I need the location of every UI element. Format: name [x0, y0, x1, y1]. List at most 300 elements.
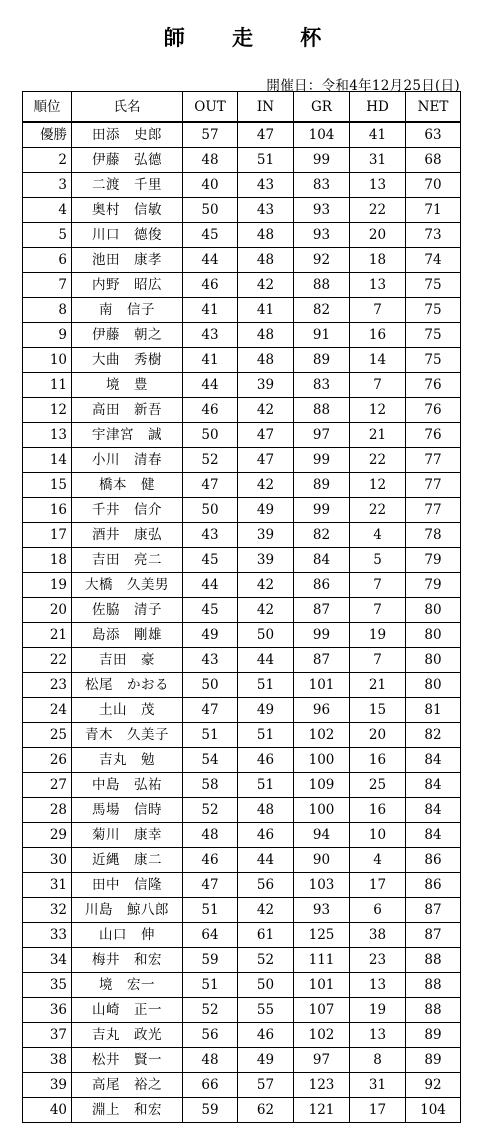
table-row: [23, 698, 461, 723]
table-row: [23, 998, 461, 1023]
cell-rank: 7: [23, 273, 72, 298]
cell-in: 44: [238, 848, 294, 873]
cell-handicap: 12: [350, 473, 406, 498]
cell-name: 松尾 かおる: [72, 673, 183, 698]
cell-in: 50: [238, 973, 294, 998]
table-row: [23, 1023, 461, 1048]
cell-net: 88: [406, 998, 461, 1023]
cell-name: 田中 信隆: [72, 873, 183, 898]
cell-handicap: 16: [350, 323, 406, 348]
cell-rank: 13: [23, 423, 72, 448]
cell-handicap: 7: [350, 373, 406, 398]
cell-rank: 30: [23, 848, 72, 873]
table-row: [23, 823, 461, 848]
cell-net: 89: [406, 1023, 461, 1048]
cell-out: 50: [183, 498, 238, 523]
cell-net: 84: [406, 748, 461, 773]
cell-name: 高田 新吾: [72, 398, 183, 423]
table-row: [23, 448, 461, 473]
cell-net: 82: [406, 723, 461, 748]
cell-gross: 93: [294, 198, 350, 223]
cell-name: 池田 康孝: [72, 248, 183, 273]
cell-net: 76: [406, 423, 461, 448]
table-row: [23, 1048, 461, 1073]
cell-net: 80: [406, 623, 461, 648]
cell-rank: 33: [23, 923, 72, 948]
cell-name: 川口 德俊: [72, 223, 183, 248]
cell-in: 42: [238, 898, 294, 923]
table-row: [23, 1073, 461, 1098]
cell-net: 104: [406, 1098, 461, 1123]
table-row: [23, 673, 461, 698]
cell-handicap: 12: [350, 398, 406, 423]
cell-out: 40: [183, 173, 238, 198]
cell-out: 44: [183, 248, 238, 273]
cell-name: 菊川 康幸: [72, 823, 183, 848]
cell-handicap: 16: [350, 798, 406, 823]
cell-net: 84: [406, 773, 461, 798]
cell-net: 87: [406, 923, 461, 948]
cell-out: 52: [183, 798, 238, 823]
cell-name: 梅井 和宏: [72, 948, 183, 973]
cell-net: 74: [406, 248, 461, 273]
cell-name: 南 信子: [72, 298, 183, 323]
table-row: [23, 598, 461, 623]
cell-rank: 26: [23, 748, 72, 773]
cell-net: 78: [406, 523, 461, 548]
table-row: [23, 148, 461, 173]
cell-out: 51: [183, 723, 238, 748]
cell-handicap: 7: [350, 648, 406, 673]
cell-net: 89: [406, 1048, 461, 1073]
cell-rank: 5: [23, 223, 72, 248]
cell-in: 48: [238, 798, 294, 823]
cell-net: 63: [406, 122, 461, 148]
cell-in: 52: [238, 948, 294, 973]
cell-name: 吉丸 勉: [72, 748, 183, 773]
cell-gross: 101: [294, 973, 350, 998]
cell-net: 86: [406, 873, 461, 898]
event-date: 開催日：令和4年12月25日(日): [266, 78, 460, 94]
cell-net: 79: [406, 548, 461, 573]
cell-name: 二渡 千里: [72, 173, 183, 198]
cell-gross: 88: [294, 273, 350, 298]
cell-rank: 35: [23, 973, 72, 998]
cell-out: 50: [183, 673, 238, 698]
header-out: OUT: [183, 92, 238, 123]
cell-gross: 82: [294, 298, 350, 323]
table-row: [23, 848, 461, 873]
cell-in: 49: [238, 698, 294, 723]
cell-name: 境 豊: [72, 373, 183, 398]
cell-out: 47: [183, 873, 238, 898]
cell-name: 吉田 亮二: [72, 548, 183, 573]
cell-in: 48: [238, 223, 294, 248]
cell-in: 43: [238, 173, 294, 198]
cell-out: 48: [183, 148, 238, 173]
cell-gross: 92: [294, 248, 350, 273]
header-handicap: HD: [350, 92, 406, 123]
cell-out: 45: [183, 223, 238, 248]
cell-out: 43: [183, 523, 238, 548]
cell-gross: 82: [294, 523, 350, 548]
cell-in: 42: [238, 598, 294, 623]
cell-out: 41: [183, 298, 238, 323]
cell-net: 80: [406, 598, 461, 623]
header-row: [23, 92, 461, 123]
cell-rank: 37: [23, 1023, 72, 1048]
cell-net: 70: [406, 173, 461, 198]
cell-handicap: 6: [350, 898, 406, 923]
cell-gross: 96: [294, 698, 350, 723]
cell-handicap: 19: [350, 623, 406, 648]
results-table: [22, 91, 461, 1123]
cell-gross: 93: [294, 898, 350, 923]
cell-handicap: 4: [350, 848, 406, 873]
header-gross: GR: [294, 92, 350, 123]
cell-rank: 8: [23, 298, 72, 323]
cell-handicap: 31: [350, 1073, 406, 1098]
cell-net: 68: [406, 148, 461, 173]
cell-net: 77: [406, 448, 461, 473]
table-row: [23, 423, 461, 448]
cell-gross: 103: [294, 873, 350, 898]
cell-rank: 22: [23, 648, 72, 673]
cell-name: 土山 茂: [72, 698, 183, 723]
cell-in: 51: [238, 148, 294, 173]
cell-out: 41: [183, 348, 238, 373]
cell-name: 小川 清春: [72, 448, 183, 473]
table-row: [23, 373, 461, 398]
cell-net: 75: [406, 298, 461, 323]
cell-net: 88: [406, 973, 461, 998]
cell-in: 55: [238, 998, 294, 1023]
table-row: [23, 398, 461, 423]
cell-gross: 83: [294, 173, 350, 198]
cell-rank: 14: [23, 448, 72, 473]
cell-gross: 89: [294, 348, 350, 373]
cell-net: 73: [406, 223, 461, 248]
cell-gross: 111: [294, 948, 350, 973]
cell-gross: 102: [294, 723, 350, 748]
cell-handicap: 19: [350, 998, 406, 1023]
cell-out: 48: [183, 823, 238, 848]
cell-out: 43: [183, 323, 238, 348]
cell-name: 川島 鯨八郎: [72, 898, 183, 923]
cell-name: 宇津宮 誠: [72, 423, 183, 448]
table-row: [23, 573, 461, 598]
table-row: [23, 623, 461, 648]
cell-net: 76: [406, 373, 461, 398]
cell-out: 45: [183, 548, 238, 573]
cell-net: 88: [406, 948, 461, 973]
cell-rank: 21: [23, 623, 72, 648]
cell-out: 66: [183, 1073, 238, 1098]
cell-gross: 99: [294, 623, 350, 648]
cell-out: 46: [183, 398, 238, 423]
cell-name: 佐脇 清子: [72, 598, 183, 623]
cell-name: 内野 昭広: [72, 273, 183, 298]
cell-name: 伊藤 弘德: [72, 148, 183, 173]
cell-name: 吉田 豪: [72, 648, 183, 673]
cell-handicap: 25: [350, 773, 406, 798]
cell-in: 47: [238, 448, 294, 473]
cell-gross: 104: [294, 122, 350, 148]
header-in: IN: [238, 92, 294, 123]
cell-name: 馬場 信時: [72, 798, 183, 823]
cell-net: 87: [406, 898, 461, 923]
cell-gross: 84: [294, 548, 350, 573]
cell-gross: 107: [294, 998, 350, 1023]
cell-out: 51: [183, 973, 238, 998]
cell-in: 41: [238, 298, 294, 323]
cell-out: 43: [183, 648, 238, 673]
cell-in: 61: [238, 923, 294, 948]
cell-handicap: 7: [350, 598, 406, 623]
cell-rank: 31: [23, 873, 72, 898]
cell-rank: 19: [23, 573, 72, 598]
table-row: [23, 248, 461, 273]
table-row: [23, 298, 461, 323]
cell-net: 86: [406, 848, 461, 873]
page-title: 師 走 杯: [163, 25, 342, 50]
cell-in: 48: [238, 248, 294, 273]
table-row: [23, 898, 461, 923]
cell-net: 80: [406, 673, 461, 698]
cell-net: 84: [406, 823, 461, 848]
cell-in: 50: [238, 623, 294, 648]
cell-handicap: 22: [350, 198, 406, 223]
cell-net: 75: [406, 348, 461, 373]
cell-handicap: 31: [350, 148, 406, 173]
cell-handicap: 7: [350, 298, 406, 323]
cell-rank: 10: [23, 348, 72, 373]
cell-name: 青木 久美子: [72, 723, 183, 748]
cell-handicap: 7: [350, 573, 406, 598]
cell-rank: 20: [23, 598, 72, 623]
cell-out: 46: [183, 273, 238, 298]
cell-in: 49: [238, 1048, 294, 1073]
table-row: [23, 948, 461, 973]
cell-in: 46: [238, 823, 294, 848]
header-net: NET: [406, 92, 461, 123]
cell-handicap: 21: [350, 673, 406, 698]
cell-in: 42: [238, 573, 294, 598]
cell-out: 50: [183, 198, 238, 223]
cell-out: 54: [183, 748, 238, 773]
table-row: [23, 1098, 461, 1123]
cell-net: 77: [406, 498, 461, 523]
header-name: 氏名: [72, 92, 183, 123]
cell-net: 75: [406, 323, 461, 348]
table-row: [23, 773, 461, 798]
cell-rank: 12: [23, 398, 72, 423]
cell-rank: 9: [23, 323, 72, 348]
cell-gross: 109: [294, 773, 350, 798]
cell-rank: 24: [23, 698, 72, 723]
cell-name: 山口 伸: [72, 923, 183, 948]
cell-net: 71: [406, 198, 461, 223]
cell-out: 51: [183, 898, 238, 923]
cell-handicap: 20: [350, 723, 406, 748]
cell-in: 48: [238, 348, 294, 373]
cell-out: 59: [183, 948, 238, 973]
cell-rank: 2: [23, 148, 72, 173]
cell-handicap: 21: [350, 423, 406, 448]
cell-net: 77: [406, 473, 461, 498]
cell-gross: 94: [294, 823, 350, 848]
cell-rank: 25: [23, 723, 72, 748]
cell-in: 49: [238, 498, 294, 523]
cell-out: 45: [183, 598, 238, 623]
table-row: [23, 748, 461, 773]
cell-name: 酒井 康弘: [72, 523, 183, 548]
cell-handicap: 15: [350, 698, 406, 723]
cell-out: 50: [183, 423, 238, 448]
cell-in: 47: [238, 122, 294, 148]
cell-name: 奥村 信敏: [72, 198, 183, 223]
cell-rank: 17: [23, 523, 72, 548]
cell-net: 75: [406, 273, 461, 298]
table-row: [23, 798, 461, 823]
cell-handicap: 10: [350, 823, 406, 848]
cell-rank: 23: [23, 673, 72, 698]
cell-in: 46: [238, 748, 294, 773]
cell-out: 59: [183, 1098, 238, 1123]
cell-in: 62: [238, 1098, 294, 1123]
cell-gross: 97: [294, 1048, 350, 1073]
table-row: [23, 173, 461, 198]
cell-out: 52: [183, 998, 238, 1023]
table-row: [23, 723, 461, 748]
cell-handicap: 18: [350, 248, 406, 273]
cell-in: 51: [238, 773, 294, 798]
cell-in: 57: [238, 1073, 294, 1098]
cell-rank: 6: [23, 248, 72, 273]
cell-handicap: 5: [350, 548, 406, 573]
cell-gross: 125: [294, 923, 350, 948]
cell-rank: 32: [23, 898, 72, 923]
cell-gross: 87: [294, 598, 350, 623]
cell-gross: 91: [294, 323, 350, 348]
cell-in: 42: [238, 273, 294, 298]
cell-rank: 優勝: [23, 122, 72, 148]
cell-rank: 11: [23, 373, 72, 398]
cell-net: 84: [406, 798, 461, 823]
cell-in: 48: [238, 323, 294, 348]
cell-gross: 100: [294, 748, 350, 773]
cell-rank: 39: [23, 1073, 72, 1098]
cell-rank: 28: [23, 798, 72, 823]
cell-in: 51: [238, 723, 294, 748]
cell-gross: 123: [294, 1073, 350, 1098]
cell-gross: 121: [294, 1098, 350, 1123]
cell-handicap: 22: [350, 498, 406, 523]
cell-rank: 4: [23, 198, 72, 223]
cell-gross: 88: [294, 398, 350, 423]
cell-name: 松井 賢一: [72, 1048, 183, 1073]
cell-handicap: 13: [350, 1023, 406, 1048]
cell-out: 52: [183, 448, 238, 473]
table-row: [23, 523, 461, 548]
cell-in: 46: [238, 1023, 294, 1048]
table-row: [23, 648, 461, 673]
cell-name: 淵上 和宏: [72, 1098, 183, 1123]
cell-rank: 18: [23, 548, 72, 573]
cell-handicap: 13: [350, 973, 406, 998]
cell-name: 中島 弘祐: [72, 773, 183, 798]
cell-handicap: 41: [350, 122, 406, 148]
cell-out: 49: [183, 623, 238, 648]
cell-name: 千井 信介: [72, 498, 183, 523]
cell-rank: 38: [23, 1048, 72, 1073]
cell-net: 92: [406, 1073, 461, 1098]
cell-gross: 99: [294, 498, 350, 523]
cell-rank: 15: [23, 473, 72, 498]
cell-out: 47: [183, 698, 238, 723]
header-rank: 順位: [23, 92, 72, 123]
cell-gross: 93: [294, 223, 350, 248]
cell-handicap: 13: [350, 273, 406, 298]
cell-out: 56: [183, 1023, 238, 1048]
table-row: [23, 498, 461, 523]
cell-handicap: 38: [350, 923, 406, 948]
table-row: [23, 122, 461, 148]
table-row: [23, 473, 461, 498]
cell-rank: 34: [23, 948, 72, 973]
cell-gross: 89: [294, 473, 350, 498]
cell-gross: 90: [294, 848, 350, 873]
table-row: [23, 198, 461, 223]
table-row: [23, 873, 461, 898]
cell-handicap: 23: [350, 948, 406, 973]
cell-name: 橋本 健: [72, 473, 183, 498]
cell-rank: 40: [23, 1098, 72, 1123]
cell-net: 79: [406, 573, 461, 598]
table-row: [23, 973, 461, 998]
cell-handicap: 22: [350, 448, 406, 473]
cell-in: 44: [238, 648, 294, 673]
cell-out: 58: [183, 773, 238, 798]
cell-gross: 83: [294, 373, 350, 398]
cell-handicap: 17: [350, 1098, 406, 1123]
cell-name: 田添 史郎: [72, 122, 183, 148]
table-row: [23, 223, 461, 248]
cell-name: 島添 剛雄: [72, 623, 183, 648]
cell-name: 吉丸 政光: [72, 1023, 183, 1048]
cell-rank: 3: [23, 173, 72, 198]
cell-handicap: 13: [350, 173, 406, 198]
cell-gross: 86: [294, 573, 350, 598]
cell-gross: 99: [294, 148, 350, 173]
table-row: [23, 548, 461, 573]
cell-out: 44: [183, 373, 238, 398]
cell-out: 48: [183, 1048, 238, 1073]
cell-in: 39: [238, 548, 294, 573]
cell-handicap: 8: [350, 1048, 406, 1073]
cell-in: 56: [238, 873, 294, 898]
cell-in: 47: [238, 423, 294, 448]
table-row: [23, 923, 461, 948]
cell-in: 39: [238, 523, 294, 548]
cell-out: 64: [183, 923, 238, 948]
cell-in: 39: [238, 373, 294, 398]
cell-rank: 16: [23, 498, 72, 523]
cell-out: 46: [183, 848, 238, 873]
cell-name: 山崎 正一: [72, 998, 183, 1023]
cell-handicap: 16: [350, 748, 406, 773]
table-row: [23, 348, 461, 373]
